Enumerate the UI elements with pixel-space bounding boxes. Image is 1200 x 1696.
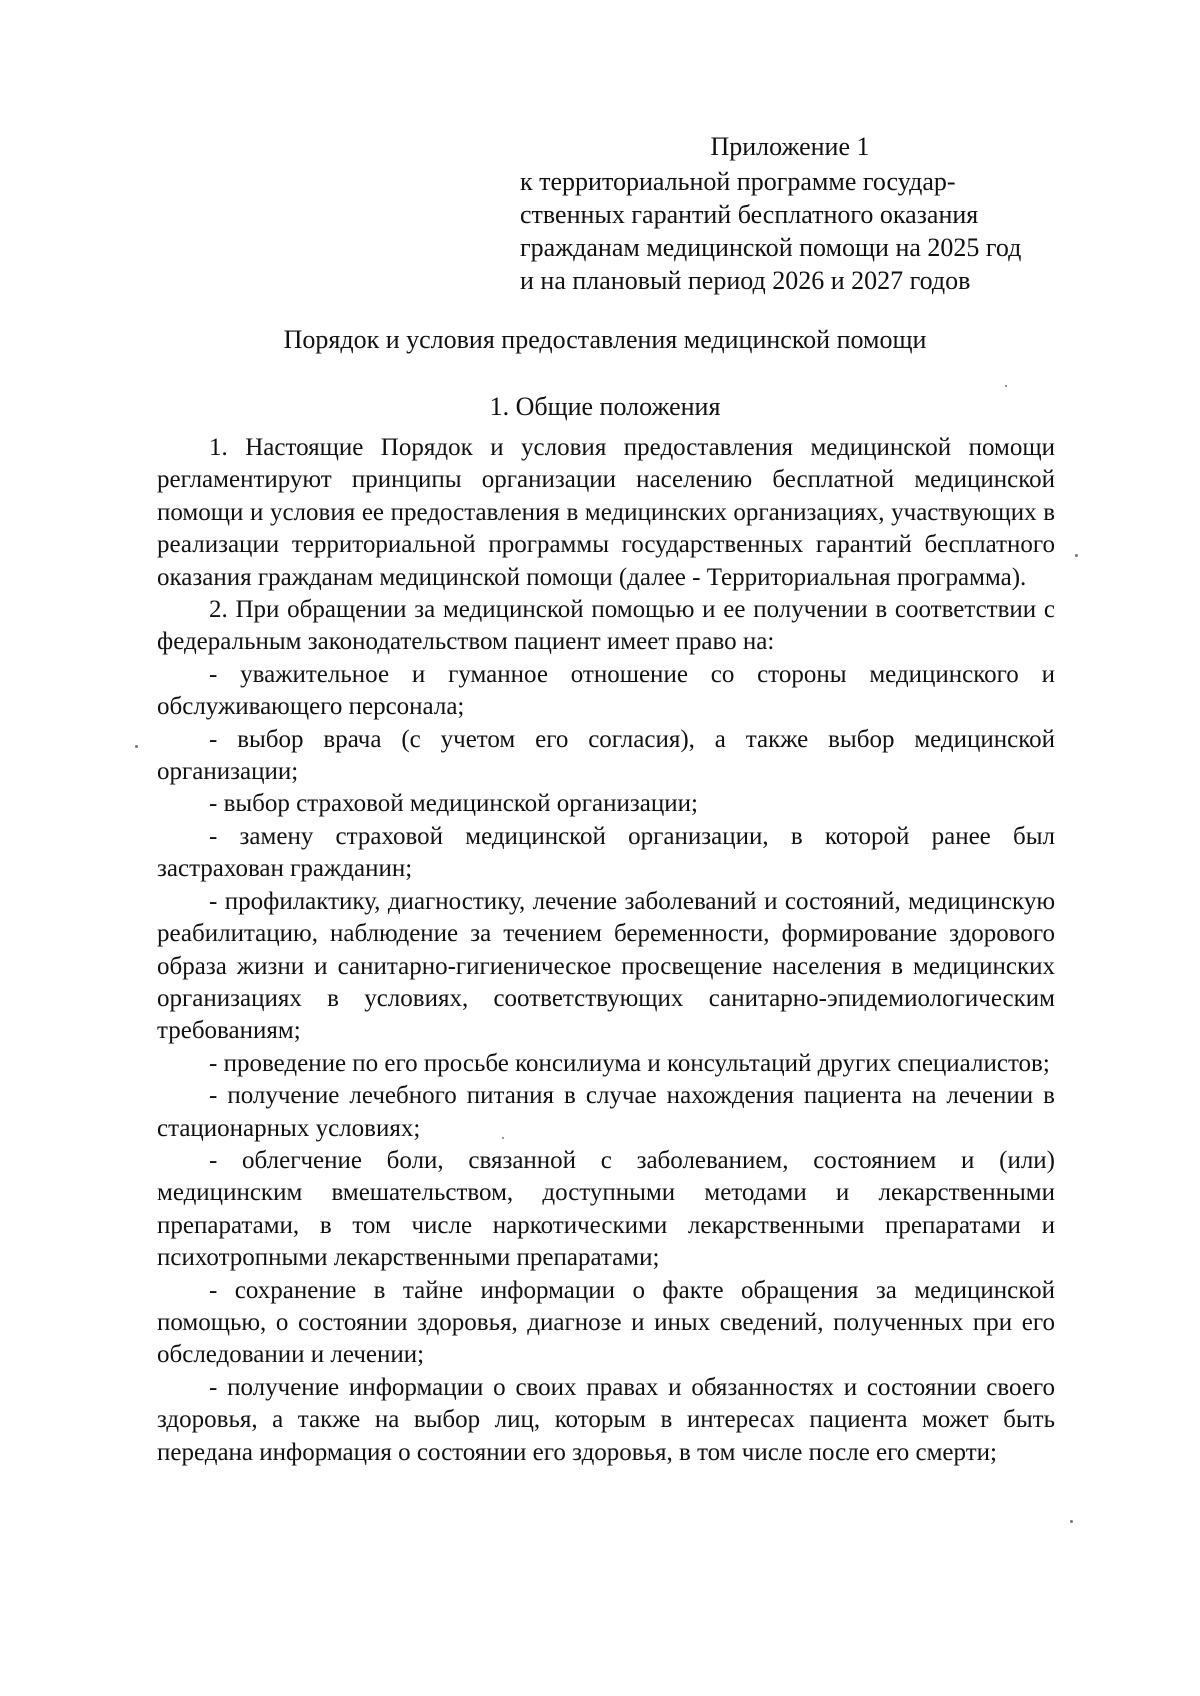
- appendix-block: [520, 130, 1060, 297]
- scan-speck: [1005, 385, 1007, 387]
- scan-speck: [135, 745, 138, 748]
- appendix-line: гражданам медицинской помощи на 2025 год: [520, 233, 1022, 262]
- appendix-line: и на плановый период 2026 и 2027 годов: [520, 266, 971, 295]
- scan-speck: [502, 1137, 504, 1139]
- list-item: - выбор врача (с учетом его согласия), а также выбор медицинской организации;: [157, 725, 1055, 786]
- list-item: - сохранение в тайне информации о факте обращения за медицинской помощью, о состоянии здоровья, диагнозе и иных сведений, полученных при его обследовании и лечении;: [157, 1276, 1055, 1369]
- list-item: - профилактику, диагностику, лечение заболеваний и состояний, медицинскую реабилитацию, наблюдение за течением беременности, формирование здорового образа жизни и санитарно-гигиеническое просвещение населения в медицинских организациях в условиях, соответствующих санитарно-эпидемиологическим требованиям;: [157, 887, 1055, 1045]
- list-item: - выбор страховой медицинской организации;: [209, 790, 698, 818]
- scan-speck: [1075, 554, 1078, 557]
- appendix-title: Приложение 1: [710, 132, 870, 161]
- list-item: - облегчение боли, связанной с заболеванием, состоянием и (или) медицинским вмешательством, доступными методами и лекарственными препаратами, в том числе наркотическими лекарственными препаратами и психотропными лекарственными препаратами;: [157, 1146, 1055, 1272]
- appendix-line: ственных гарантий бесплатного оказания: [520, 200, 979, 229]
- scan-speck: [1070, 1520, 1073, 1523]
- list-item: - проведение по его просьбе консилиума и консультаций других специалистов;: [209, 1049, 1050, 1077]
- appendix-line: к территориальной программе государ-: [520, 167, 956, 196]
- list-item: - замену страховой медицинской организации, в которой ранее был застрахован гражданин;: [157, 822, 1055, 883]
- list-item: - уважительное и гуманное отношение со стороны медицинского и обслуживающего персонала;: [157, 660, 1055, 721]
- document-body: [157, 432, 1055, 1469]
- document-title: Порядок и условия предоставления медицинской помощи: [283, 325, 927, 354]
- paragraph: 2. При обращении за медицинской помощью и ее получении в соответствии с федеральным законодательством пациент имеет право на:: [157, 596, 1055, 656]
- list-item: - получение информации о своих правах и обязанностях и состоянии своего здоровья, а также на выбор лиц, которым в интересах пациента может быть передана информация о состоянии его здоровья, в том числе после его смерти;: [157, 1373, 1055, 1466]
- section-heading: 1. Общие положения: [489, 392, 721, 421]
- paragraph: 1. Настоящие Порядок и условия предоставления медицинской помощи регламентируют принципы организации населению бесплатной медицинской помощи и условия ее предоставления в медицинских организациях, участвующих в реализации территориальной программы государственных гарантий бесплатного оказания гражданам медицинской помощи (далее - Территориальная программа).: [157, 434, 1055, 591]
- list-item: - получение лечебного питания в случае нахождения пациента на лечении в стационарных условиях;: [157, 1082, 1055, 1142]
